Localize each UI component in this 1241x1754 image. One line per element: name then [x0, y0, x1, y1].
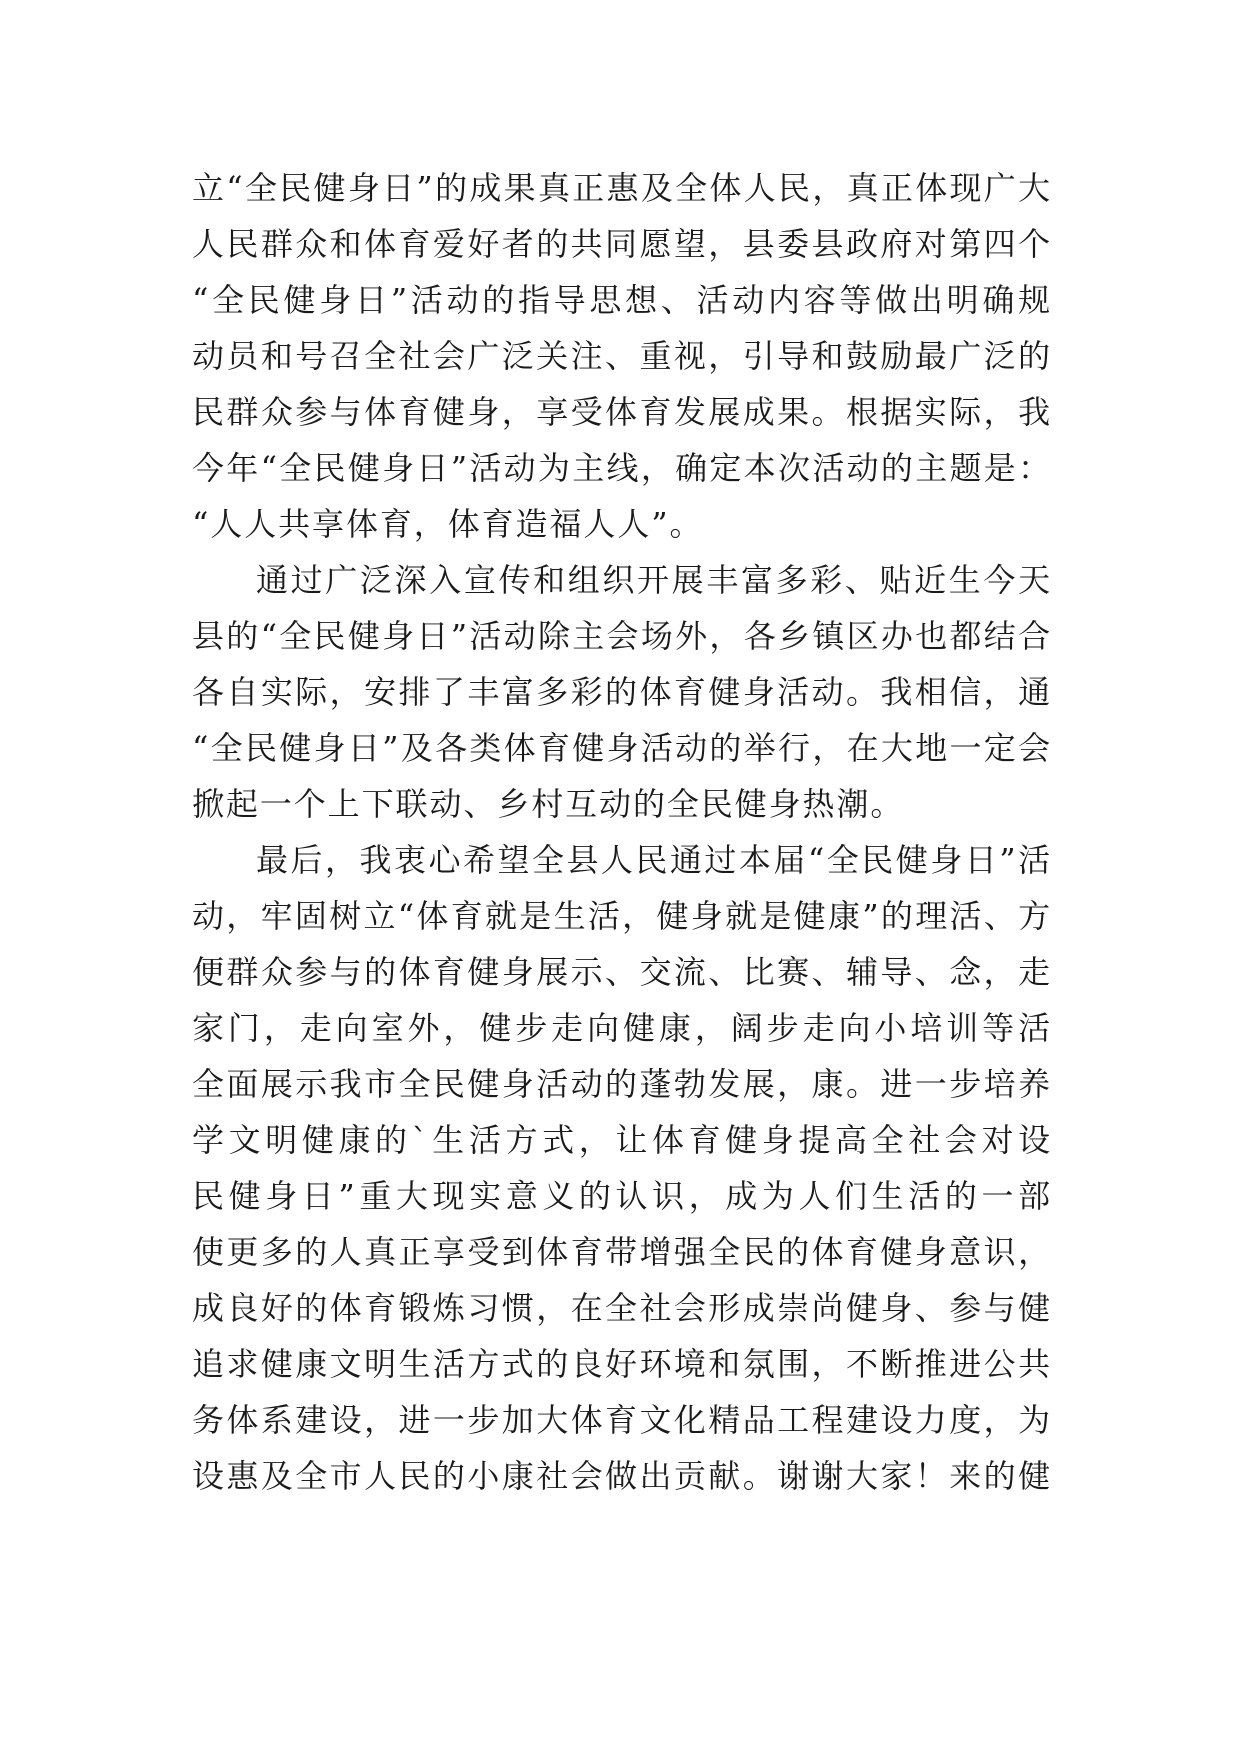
- paragraph-2: [192, 552, 1052, 832]
- text-line: “人人共享体育，体育造福人人”。: [192, 505, 704, 543]
- text-line: 县的“全民健身日”活动除主会场外，各乡镇区办也都结合: [192, 617, 1052, 655]
- text-line: 家门，走向室外，健步走向健康，阔步走向小培训等活: [192, 1009, 1052, 1047]
- paragraph-1: [192, 160, 1052, 552]
- paragraph-3: [192, 832, 1052, 1504]
- text-line: 动员和号召全社会广泛关注、重视，引导和鼓励最广泛的: [192, 337, 1052, 375]
- text-line: 使更多的人真正享受到体育带增强全民的体育健身意识，: [192, 1233, 1052, 1271]
- text-line: 民群众参与体育健身，享受体育发展成果。根据实际，我: [192, 393, 1052, 431]
- text-line: 务体系建设，进一步加大体育文化精品工程建设力度，为: [192, 1401, 1052, 1439]
- text-line: 动，牢固树立“体育就是生活，健身就是健康”的理活、方: [192, 897, 1052, 935]
- text-line: 全面展示我市全民健身活动的蓬勃发展，康。进一步培养: [192, 1065, 1052, 1103]
- text-line: 立“全民健身日”的成果真正惠及全体人民，真正体现广大: [192, 169, 1052, 207]
- text-line: 今年“全民健身日”活动为主线，确定本次活动的主题是：: [192, 449, 1052, 487]
- text-line: “全民健身日”活动的指导思想、活动内容等做出明确规: [192, 281, 1052, 319]
- text-line: 学文明健康的`生活方式，让体育健身提高全社会对设: [192, 1121, 1052, 1159]
- text-line: “全民健身日”及各类体育健身活动的举行，在大地一定会: [192, 729, 1052, 767]
- text-line: 通过广泛深入宣传和组织开展丰富多彩、贴近生今天: [256, 561, 1052, 599]
- text-line: 人民群众和体育爱好者的共同愿望，县委县政府对第四个: [192, 225, 1052, 263]
- text-line: 设惠及全市人民的小康社会做出贡献。谢谢大家！来的健: [192, 1457, 1052, 1495]
- text-line: 各自实际，安排了丰富多彩的体育健身活动。我相信，通: [192, 673, 1052, 711]
- text-line: 成良好的体育锻炼习惯，在全社会形成崇尚健身、参与健: [192, 1289, 1052, 1327]
- text-line: 最后，我衷心希望全县人民通过本届“全民健身日”活: [256, 841, 1052, 879]
- text-line: 掀起一个上下联动、乡村互动的全民健身热潮。: [192, 785, 905, 823]
- text-line: 追求健康文明生活方式的良好环境和氛围，不断推进公共: [192, 1345, 1052, 1383]
- document-body: [192, 160, 1052, 1504]
- text-line: 民健身日”重大现实意义的认识，成为人们生活的一部: [192, 1177, 1052, 1215]
- text-line: 便群众参与的体育健身展示、交流、比赛、辅导、念，走: [192, 953, 1052, 991]
